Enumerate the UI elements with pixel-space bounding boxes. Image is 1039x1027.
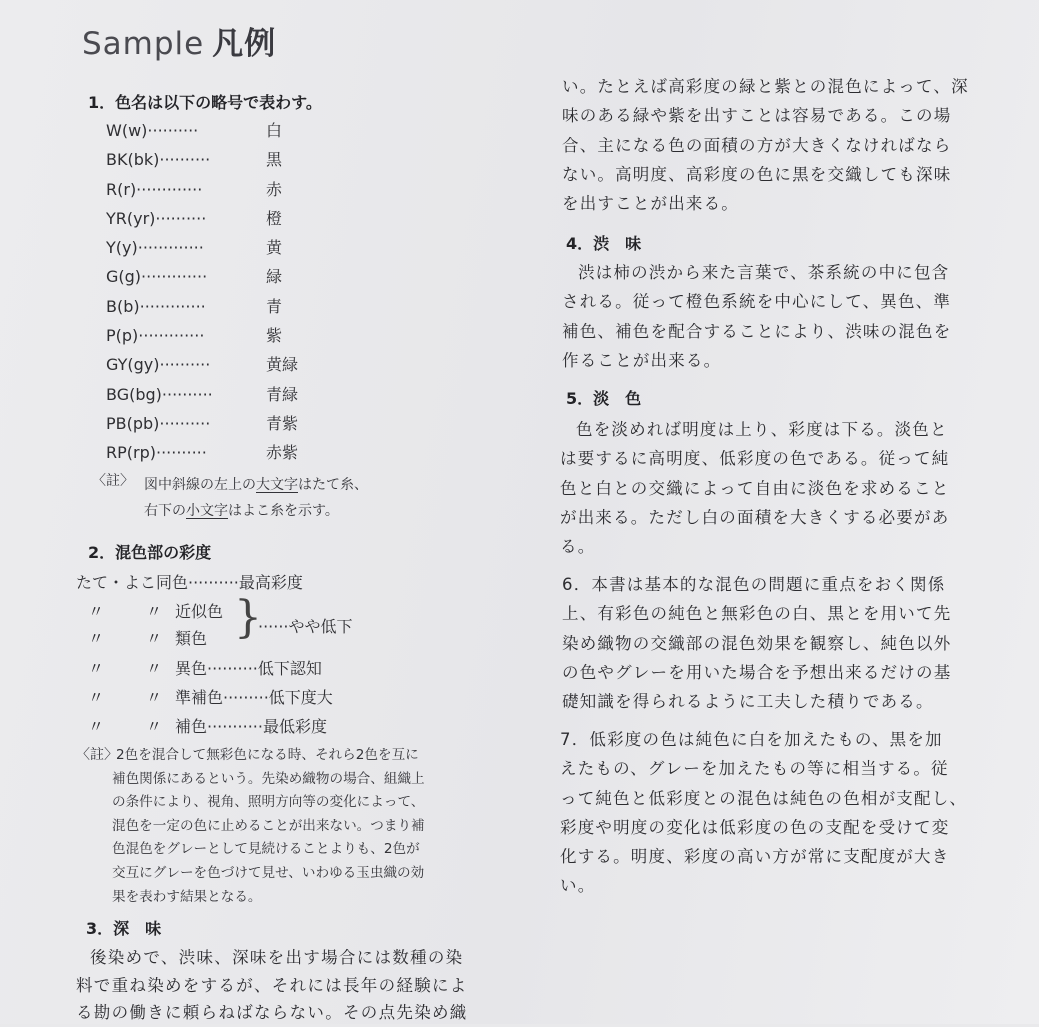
sec5-body: [560, 415, 949, 561]
body-line: 礎知識を得られるように工夫した積りである。: [562, 692, 934, 712]
body-line: 作ることが出来る。: [562, 350, 722, 370]
note-line: 混色を一定の色に止めることが出来ない。つまり補: [112, 817, 425, 834]
body-line: 上、有彩色の純色と無彩色の白、黒とを用いて先: [562, 604, 952, 624]
title-en: Sample: [82, 26, 205, 62]
color-code-row: [106, 145, 306, 174]
color-code-list: [106, 116, 306, 468]
body-line: の色やグレーを用いた場合を予想出来るだけの基: [562, 662, 952, 682]
sat-result: 最低彩度: [262, 717, 327, 736]
ditto-mark: 〃: [146, 602, 163, 621]
body-line: る勘の働きに頼らねばならない。その点先染め織: [76, 1003, 468, 1022]
note-text: はよこ糸を示す。: [228, 503, 339, 519]
sat-row-hoshoku: [175, 714, 327, 737]
color-code-row: [106, 175, 306, 204]
page-title: [82, 18, 276, 63]
color-code: BG(bg)··········: [106, 384, 213, 404]
title-jp: 凡例: [212, 26, 277, 62]
ditto-mark: 〃: [146, 688, 163, 707]
body-line: 色と白との交織によって自由に淡色を求めること: [560, 478, 950, 498]
color-code: R(r)·············: [106, 179, 203, 199]
color-code: W(w)··········: [106, 121, 199, 140]
sat-row-ishoku: [175, 656, 322, 679]
color-name: 橙: [266, 208, 283, 228]
sat-label: 補色···········: [175, 717, 263, 736]
body-line: 6．本書は基本的な混色の問題に重点をおく関係: [562, 575, 946, 594]
body-line: 色を淡めれば明度は上り、彩度は下る。淡色と: [576, 420, 948, 439]
note-text: はたて糸、: [298, 477, 368, 493]
color-code: BK(bk)··········: [106, 150, 211, 170]
sec1-heading: 1．色名は以下の略号で表わす。: [88, 93, 322, 112]
sec7-body: [560, 725, 967, 901]
color-name: 赤紫: [266, 443, 299, 463]
sat-label-rui: 類色: [175, 629, 208, 648]
body-line: される。従って橙色系統を中心にして、異色、準: [562, 292, 952, 312]
sec3-body: [76, 944, 468, 1027]
ditto-mark: 〃: [146, 629, 163, 648]
sat-label: 準補色·········: [175, 688, 269, 707]
color-code-row: [106, 262, 306, 291]
body-line: が出来る。ただし白の面積を大きくする必要があ: [560, 507, 950, 527]
color-code-row: [106, 321, 306, 350]
sat-label: 異色··········: [175, 659, 258, 678]
body-line: 染め織物の交織部の混色効果を観察し、純色以外: [562, 633, 952, 653]
body-line: ない。高明度、高彩度の色に黒を交織しても深味: [562, 164, 952, 184]
sec2-note-label: 〈註〉: [76, 747, 118, 763]
sec3-continued: [562, 72, 969, 218]
sec5-heading: 5．淡 色: [566, 389, 642, 408]
ditto-mark: 〃: [88, 602, 105, 621]
note-text: 右下の: [144, 503, 186, 519]
ditto-mark: 〃: [146, 717, 163, 736]
color-code-row: [106, 350, 306, 379]
sat-row-same: [76, 570, 303, 593]
ditto-mark: 〃: [88, 717, 105, 736]
color-name: 紫: [266, 326, 283, 346]
sec4-heading: 4．渋 味: [566, 234, 642, 253]
sec1-note: [144, 472, 368, 524]
sat-label: たて・よこ同色··········: [76, 573, 239, 592]
color-code: P(p)·············: [106, 326, 205, 346]
body-line: 合、主になる色の面積の方が大きくなければなら: [562, 135, 952, 155]
body-line: 後染めで、渋味、深味を出す場合には数種の染: [90, 948, 464, 967]
color-code-row: [106, 380, 306, 409]
ditto-mark: 〃: [146, 659, 163, 678]
body-line: は要するに高明度、低彩度の色である。従って純: [560, 449, 950, 469]
ditto-mark: 〃: [88, 659, 105, 678]
body-line: い。: [560, 876, 596, 896]
note-text: 図中斜線の左上の: [144, 477, 256, 493]
sat-result: 低下認知: [257, 659, 322, 678]
sat-result: 最高彩度: [238, 573, 303, 592]
note-line: の条件により、視角、照明方向等の変化によって、: [112, 794, 425, 811]
color-name: 青: [266, 296, 283, 316]
body-line: えたもの、グレーを加えたもの等に相当する。従: [560, 759, 949, 779]
sat-label-kinji: 近似色: [175, 602, 224, 621]
color-code-row: [106, 438, 306, 467]
sat-result: 低下度大: [268, 688, 333, 707]
sat-result: やや低下: [288, 617, 353, 636]
sat-row-junhoshoku: [175, 685, 333, 708]
color-name: 青紫: [266, 413, 299, 433]
color-code-row: [106, 409, 306, 438]
note-underlined: 小文字: [186, 503, 228, 519]
body-line: る。: [560, 537, 596, 557]
color-code: Y(y)·············: [106, 238, 204, 258]
color-code-row: [106, 233, 306, 262]
sec4-body: [562, 258, 951, 375]
body-line: 味のある緑や紫を出すことは容易である。この場: [562, 106, 952, 126]
body-line: い。たとえば高彩度の緑と紫との混色によって、深: [562, 77, 969, 96]
body-line: って純色と低彩度との混色は純色の色相が支配し、: [560, 788, 968, 808]
note-line: 2色を混合して無彩色になる時、それら2色を互に: [116, 747, 419, 763]
color-code: PB(pb)··········: [106, 413, 211, 433]
note-underlined: 大文字: [256, 477, 298, 493]
body-line: 料で重ね染めをするが、それには長年の経験によ: [76, 975, 468, 995]
color-code-row: [106, 204, 306, 233]
color-code: RP(rp)··········: [106, 443, 207, 463]
body-line: を出すことが出来る。: [562, 194, 739, 214]
color-code: YR(yr)··········: [106, 208, 207, 228]
sat-row-brace: [258, 614, 353, 637]
color-code-row: [106, 116, 306, 145]
note-line: 交互にグレーを色づけて見せ、いわゆる玉虫織の効: [112, 864, 425, 881]
body-line: 化する。明度、彩度の高い方が常に支配度が大き: [560, 847, 950, 867]
curly-brace-icon: }: [234, 592, 262, 643]
color-name: 黄緑: [266, 355, 299, 375]
color-code: B(b)·············: [106, 296, 206, 316]
color-name: 黄: [266, 238, 283, 258]
color-code: GY(gy)··········: [106, 355, 211, 375]
color-name: 黒: [266, 150, 283, 170]
color-name: 青緑: [266, 384, 299, 404]
body-line: 7．低彩度の色は純色に白を加えたもの、黒を加: [560, 730, 943, 749]
color-name: 緑: [266, 267, 283, 287]
body-line: 彩度や明度の変化は低彩度の色の支配を受けて変: [560, 817, 950, 837]
color-code-row: [106, 292, 306, 321]
body-line: 渋は柿の渋から来た言葉で、茶系統の中に包含: [578, 263, 950, 282]
dots: ······: [258, 617, 289, 636]
sec2-heading: 2．混色部の彩度: [88, 543, 212, 562]
color-name: 白: [266, 121, 283, 140]
ditto-mark: 〃: [88, 629, 105, 648]
color-code: G(g)·············: [106, 267, 208, 287]
sec1-note-label: 〈註〉: [92, 473, 134, 489]
sec6-body: [562, 570, 951, 716]
body-line: 補色、補色を配合することにより、渋味の混色を: [562, 321, 952, 341]
note-line: 補色関係にあるという。先染め織物の場合、組織上: [112, 770, 425, 787]
sec2-note: [112, 744, 425, 909]
note-line: 果を表わす結果となる。: [112, 888, 262, 905]
note-line: 色混色をグレーとして見続けることよりも、2色が: [112, 841, 420, 858]
ditto-mark: 〃: [88, 688, 105, 707]
sec3-heading: 3．深 味: [86, 919, 162, 938]
color-name: 赤: [266, 179, 283, 199]
